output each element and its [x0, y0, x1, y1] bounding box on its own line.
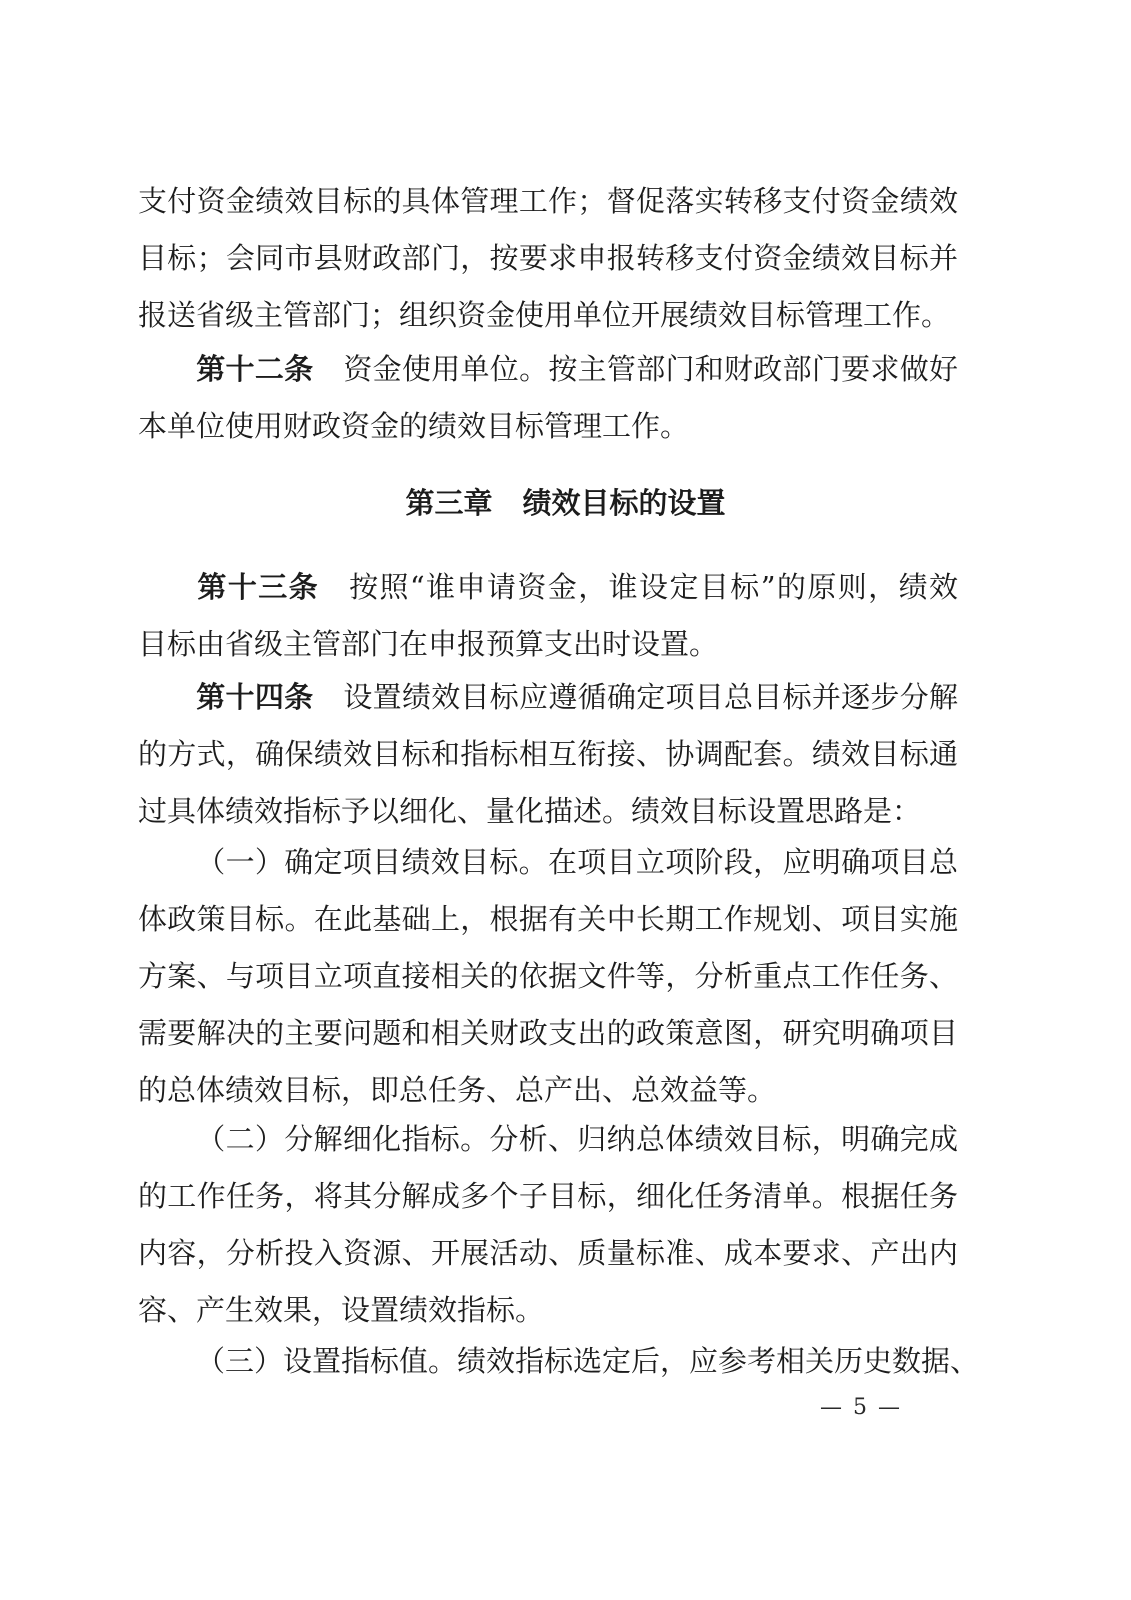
chapter-heading	[0, 478, 1131, 528]
text-line: 容、产生效果，设置绩效指标。	[138, 1293, 545, 1327]
article-13-text: 按照“谁申请资金，谁设定目标”的原则，绩效	[349, 570, 958, 604]
item-2-text: （二）分解细化指标。分析、归纳总体绩效目标，明确完成	[196, 1122, 958, 1156]
text-line: 目标；会同市县财政部门，按要求申报转移支付资金绩效目标并	[138, 241, 958, 275]
text-line: 方案、与项目立项直接相关的依据文件等，分析重点工作任务、	[138, 959, 958, 993]
article-13-label: 第十三条	[196, 570, 320, 604]
article-13	[138, 559, 958, 673]
item-2	[138, 1111, 958, 1339]
chapter-number: 第三章	[405, 486, 493, 520]
item-1-text: （一）确定项目绩效目标。在项目立项阶段，应明确项目总	[196, 845, 958, 879]
item-3	[138, 1333, 980, 1390]
text-line: 的工作任务，将其分解成多个子目标，细化任务清单。根据任务	[138, 1179, 958, 1213]
article-13-line-1	[138, 559, 958, 616]
article-12-line-1	[138, 341, 958, 398]
item-1-line-1	[138, 834, 958, 891]
article-14-text: 设置绩效目标应遵循确定项目总目标并逐步分解	[343, 680, 958, 714]
article-14	[138, 669, 958, 840]
text-line: 体政策目标。在此基础上，根据有关中长期工作规划、项目实施	[138, 902, 958, 936]
item-3-text: （三）设置指标值。绩效指标选定后，应参考相关历史数据、	[196, 1344, 980, 1378]
text-line: 的总体绩效目标，即总任务、总产出、总效益等。	[138, 1073, 777, 1107]
text-line: 过具体绩效指标予以细化、量化描述。绩效目标设置思路是：	[138, 794, 922, 828]
article-12-label: 第十二条	[196, 352, 314, 386]
text-line: 需要解决的主要问题和相关财政支出的政策意图，研究明确项目	[138, 1016, 958, 1050]
paragraph-continuation	[138, 173, 958, 344]
text-line: 报送省级主管部门；组织资金使用单位开展绩效目标管理工作。	[138, 298, 951, 332]
page-number: — 5 —	[820, 1395, 902, 1420]
article-14-line-1	[138, 669, 958, 726]
text-line: 支付资金绩效目标的具体管理工作；督促落实转移支付资金绩效	[138, 184, 958, 218]
chapter-title-text: 绩效目标的设置	[522, 486, 726, 520]
text-line: 的方式，确保绩效目标和指标相互衔接、协调配套。绩效目标通	[138, 737, 958, 771]
article-12	[138, 341, 958, 455]
item-1	[138, 834, 958, 1119]
item-3-line-1	[138, 1333, 980, 1390]
text-line: 本单位使用财政资金的绩效目标管理工作。	[138, 409, 690, 443]
text-line: 目标由省级主管部门在申报预算支出时设置。	[138, 627, 719, 661]
article-14-label: 第十四条	[196, 680, 314, 714]
article-12-text: 资金使用单位。按主管部门和财政部门要求做好	[343, 352, 958, 386]
text-line: 内容，分析投入资源、开展活动、质量标准、成本要求、产出内	[138, 1236, 958, 1270]
item-2-line-1	[138, 1111, 958, 1168]
